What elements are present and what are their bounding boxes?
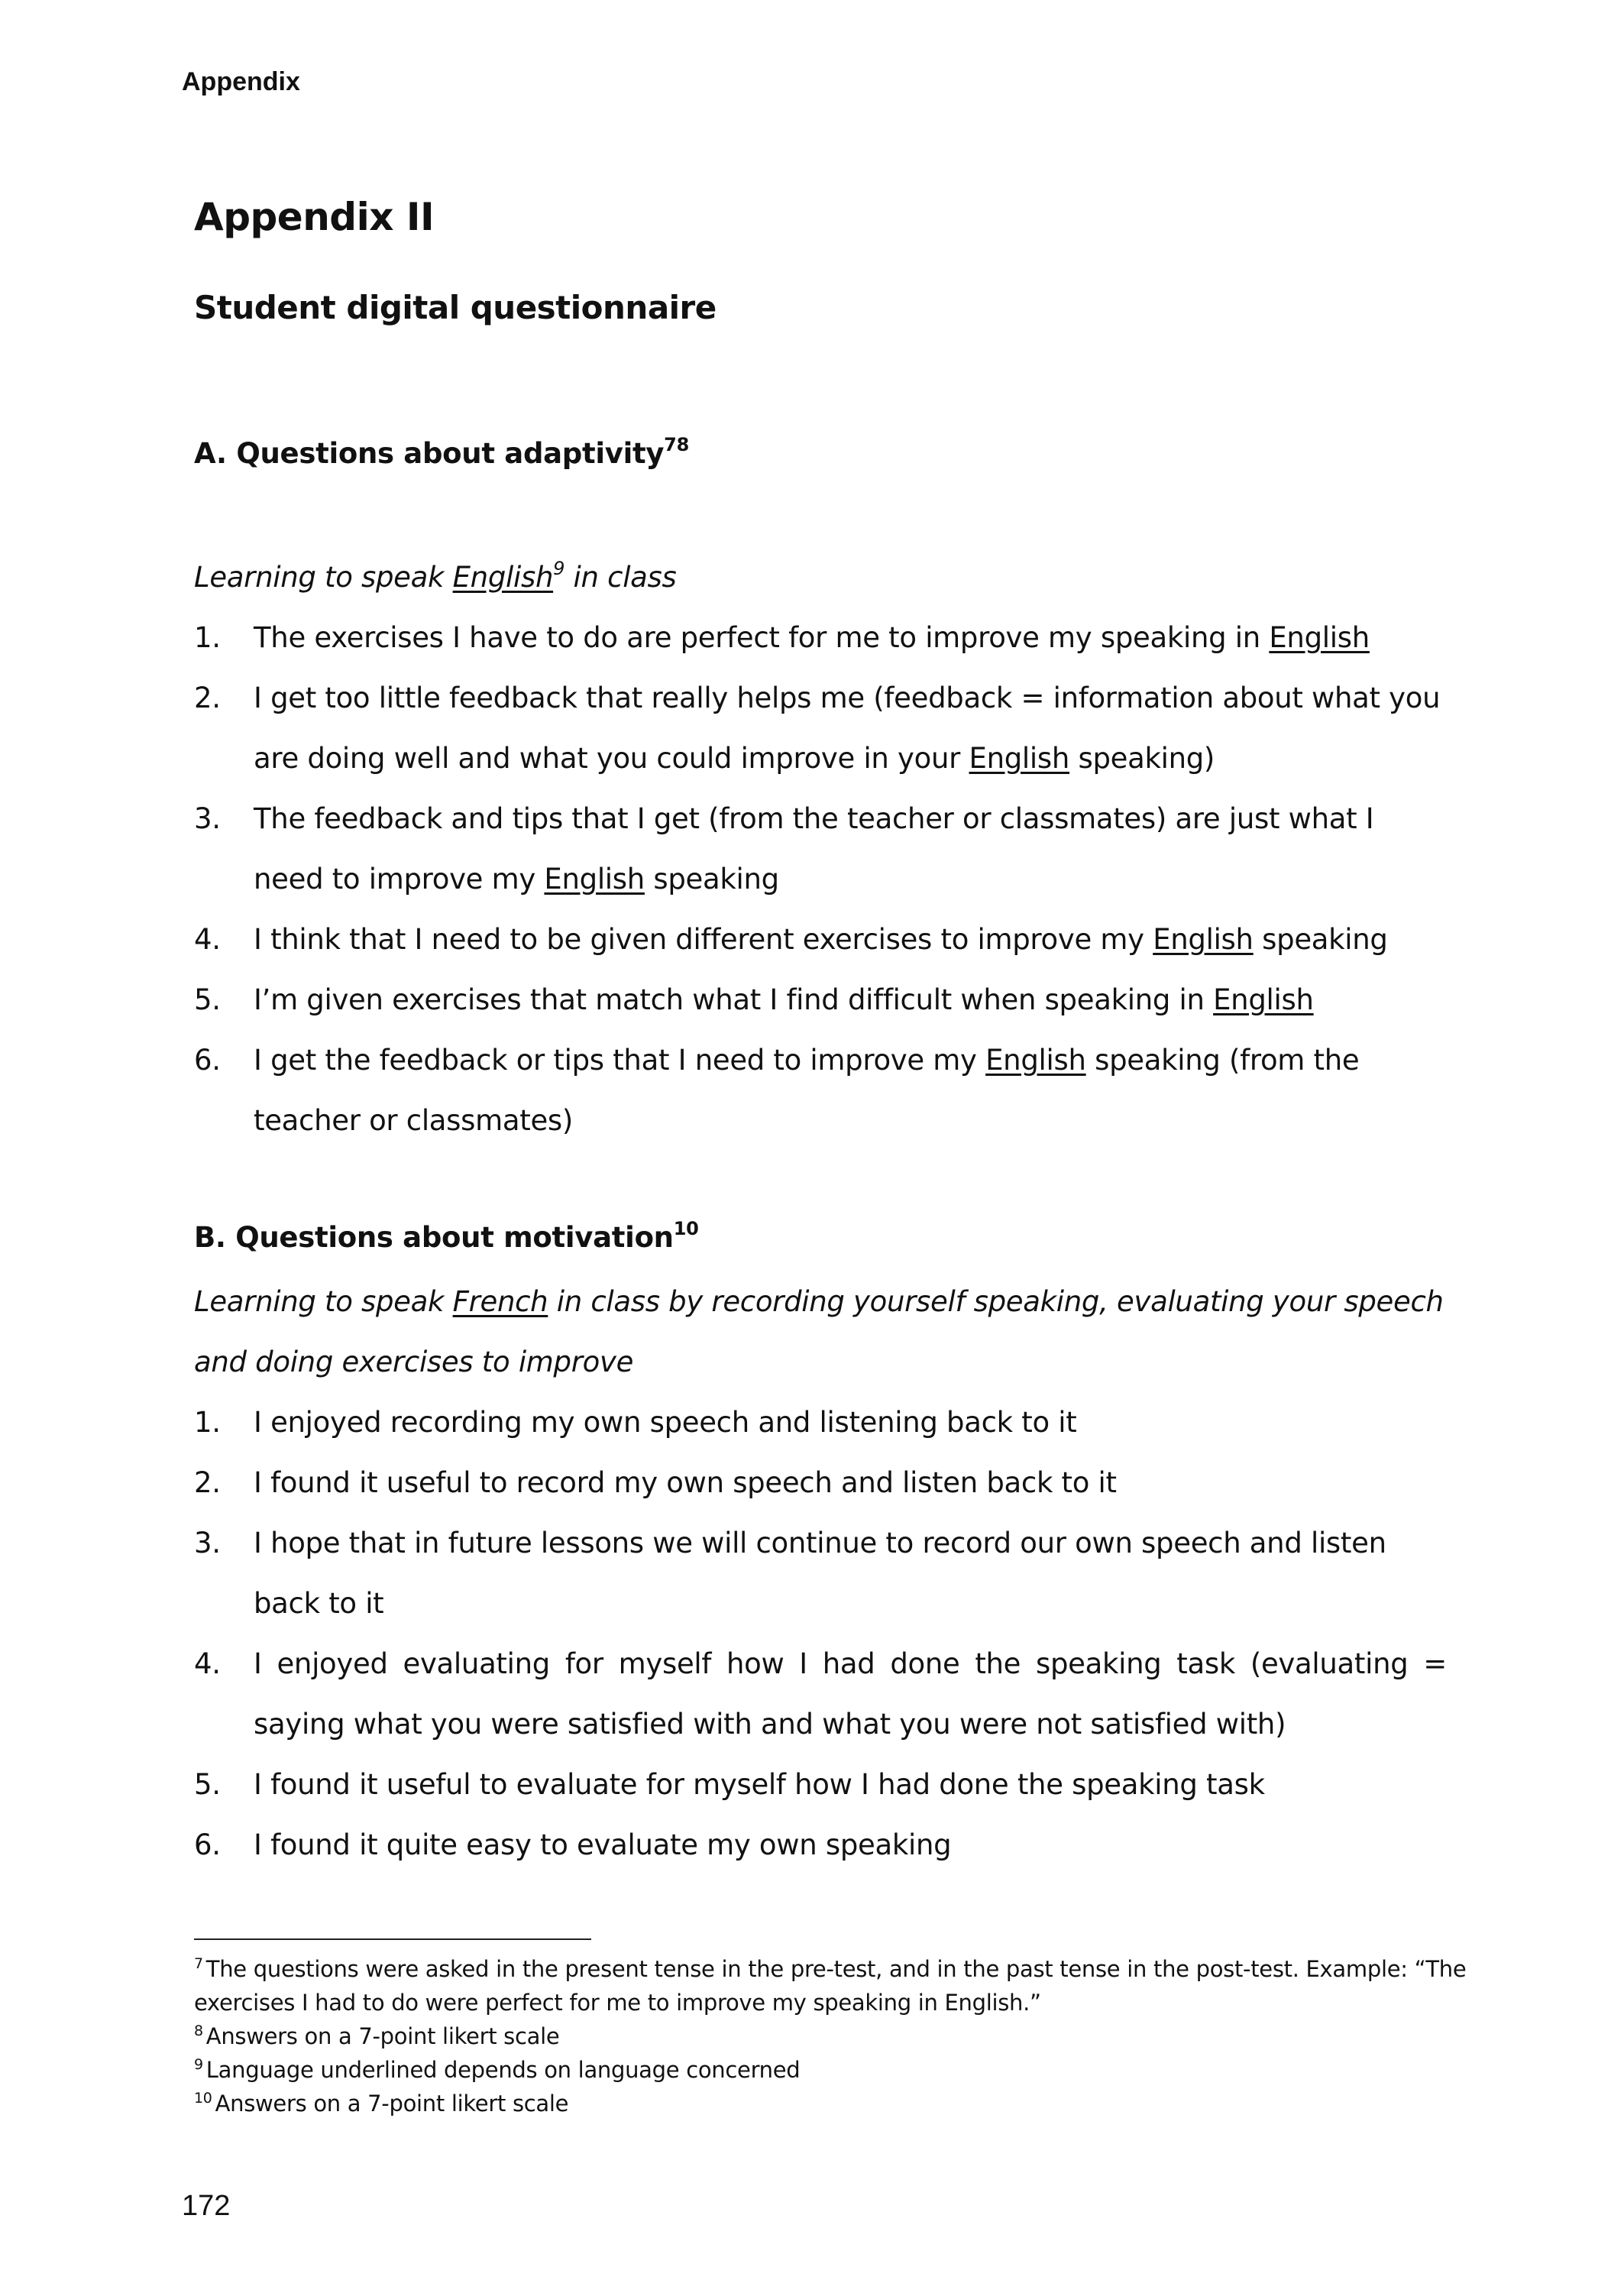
item-text: The exercises I have to do are perfect for me to improve my speaking in (254, 621, 1270, 654)
footnote-number: 8 (194, 2023, 203, 2039)
section-b-intro-post: in class by recording yourself speaking, evaluating your speech and doing exercises to improve (194, 1285, 1444, 1378)
section-a-intro-footnote-ref: 9 (553, 558, 565, 579)
item-number: 5. (194, 983, 221, 1016)
item-text: I get the feedback or tips that I need to improve my (254, 1044, 986, 1077)
footnote (194, 1952, 1477, 2019)
footnote-text: Answers on a 7-point likert scale (205, 2023, 560, 2049)
item-language: English (1153, 923, 1254, 956)
item-language: English (1213, 983, 1314, 1016)
footnote-text: Answers on a 7-point likert scale (215, 2091, 569, 2116)
section-a-item (194, 668, 1447, 789)
section-b-title (194, 1218, 699, 1254)
item-number: 6. (194, 1044, 221, 1077)
item-text: I enjoyed recording my own speech and listening back to it (254, 1406, 1077, 1439)
item-text: I found it useful to evaluate for myself how I had done the speaking task (254, 1768, 1265, 1801)
section-a-item (194, 789, 1447, 909)
section-b-intro-pre: Learning to speak (194, 1285, 453, 1318)
item-text-post: speaking (from the teacher or classmates) (254, 1044, 1360, 1137)
section-a-intro-post: in class (565, 561, 677, 594)
item-number: 2. (194, 682, 221, 714)
section-a-intro-language: English (452, 561, 554, 594)
footnote-text: The questions were asked in the present tense in the pre-test, and in the past tense in the post-test. Example: “The exercises I had to do were perfect for me to improve my speaking in English.” (194, 1956, 1467, 2016)
item-number: 2. (194, 1466, 221, 1499)
item-text-post: speaking) (1069, 742, 1215, 775)
section-a-footnote-ref: 78 (664, 434, 689, 455)
section-a-item (194, 607, 1447, 668)
section-b-item (194, 1634, 1447, 1754)
footnote-number: 10 (194, 2090, 212, 2107)
item-text: I hope that in future lessons we will continue to record our own speech and listen back to it (254, 1527, 1386, 1620)
section-b-list (194, 1392, 1447, 1875)
section-a-list (194, 607, 1447, 1151)
item-number: 1. (194, 1406, 221, 1439)
footnote (194, 2019, 1477, 2053)
footnote (194, 2053, 1477, 2087)
item-language: English (969, 742, 1070, 775)
item-number: 3. (194, 802, 221, 835)
section-a-item (194, 970, 1447, 1030)
section-a-title-text: A. Questions about adaptivity (194, 437, 665, 470)
footnote (194, 2087, 1477, 2120)
item-number: 4. (194, 1647, 221, 1680)
item-text: I get too little feedback that really helps me (feedback = information about what you are doing well and what you could improve in your (254, 682, 1441, 775)
section-a-intro-pre: Learning to speak (194, 561, 453, 594)
item-number: 5. (194, 1768, 221, 1801)
item-text: I enjoyed evaluating for myself how I had done the speaking task (evaluating = saying what you were satisfied with and what you were not satisfied with) (254, 1647, 1447, 1741)
section-b-footnote-ref: 10 (673, 1218, 699, 1239)
item-text-post: speaking (644, 863, 779, 896)
item-language: English (1269, 621, 1370, 654)
footnote-text: Language underlined depends on language concerned (205, 2057, 801, 2083)
running-head: Appendix (182, 67, 300, 96)
section-b-intro (194, 1271, 1447, 1392)
section-a-title (194, 434, 689, 470)
section-b-item (194, 1815, 1447, 1875)
item-language: English (985, 1044, 1086, 1077)
item-text: I found it quite easy to evaluate my own speaking (254, 1828, 952, 1861)
item-text: I think that I need to be given different exercises to improve my (254, 923, 1153, 956)
section-a-intro (194, 547, 1447, 607)
section-b-item (194, 1453, 1447, 1513)
item-language: English (544, 863, 645, 896)
item-text: I found it useful to record my own speech and listen back to it (254, 1466, 1117, 1499)
page-number: 172 (182, 2190, 231, 2222)
section-b-item (194, 1513, 1447, 1634)
section-b-item (194, 1392, 1447, 1453)
section-b-title-text: B. Questions about motivation (194, 1221, 674, 1254)
section-b-intro-language: French (452, 1285, 548, 1318)
footnotes (194, 1952, 1477, 2120)
footnote-number: 9 (194, 2056, 203, 2073)
page-title: Appendix II (194, 195, 435, 239)
footnote-number: 7 (194, 1955, 203, 1972)
item-number: 3. (194, 1527, 221, 1559)
item-number: 4. (194, 923, 221, 956)
page-subtitle: Student digital questionnaire (194, 289, 717, 326)
item-text-post: speaking (1253, 923, 1388, 956)
section-a-item (194, 909, 1447, 970)
item-text: The feedback and tips that I get (from the teacher or classmates) are just what I need to improve my (254, 802, 1374, 896)
section-a-item (194, 1030, 1447, 1151)
item-number: 1. (194, 621, 221, 654)
item-text: I’m given exercises that match what I find difficult when speaking in (254, 983, 1214, 1016)
item-number: 6. (194, 1828, 221, 1861)
section-b-item (194, 1754, 1447, 1815)
footnote-divider (194, 1938, 591, 1940)
